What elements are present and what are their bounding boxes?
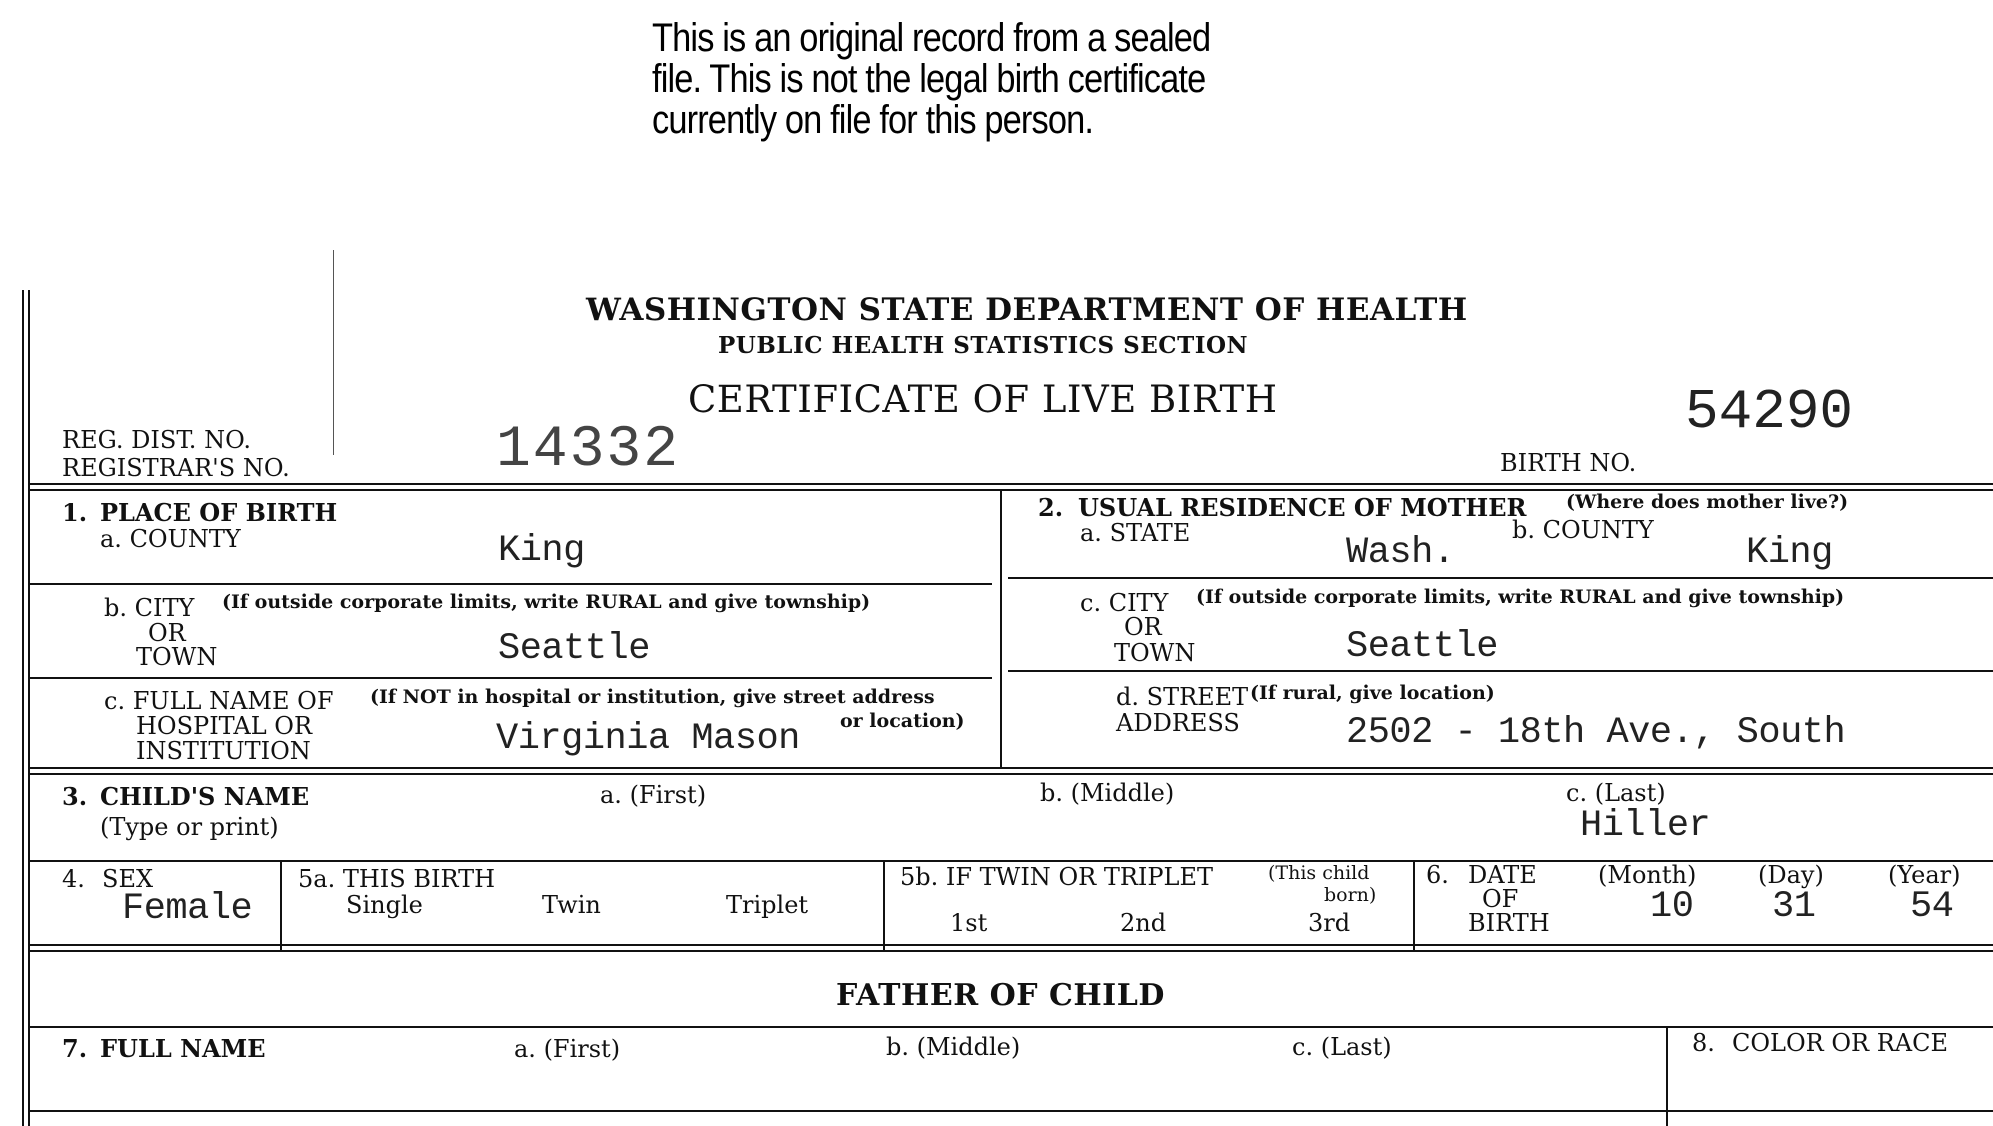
pob-county-value: King [498, 530, 585, 572]
place-of-birth-num: 1. [62, 498, 88, 527]
child-name-num: 3. [62, 782, 88, 811]
residence-city-label: c. CITY [1080, 589, 1169, 617]
sex-divider [280, 862, 282, 950]
dob-day-value: 31 [1772, 886, 1816, 928]
father-race-label: COLOR OR RACE [1732, 1029, 1949, 1057]
child-last-value: Hiller [1580, 805, 1711, 847]
residence-state-rule [1008, 577, 1993, 579]
twin-label: 5b. IF TWIN OR TRIPLET [900, 863, 1213, 891]
twin-note: (This child [1268, 862, 1370, 884]
pob-hospital-value: Virginia Mason [496, 718, 800, 760]
pob-city-value: Seattle [498, 628, 650, 670]
twin-third: 3rd [1308, 909, 1351, 937]
pob-hospital-label-2: HOSPITAL OR [136, 712, 313, 740]
residence-city-rule [1008, 670, 1993, 672]
pob-hospital-label: c. FULL NAME OF [104, 687, 334, 715]
sex-label: SEX [102, 865, 154, 893]
twin-first: 1st [950, 909, 988, 937]
child-name-label: CHILD'S NAME [100, 782, 310, 811]
residence-state-value: Wash. [1346, 532, 1455, 574]
residence-heading: USUAL RESIDENCE OF MOTHER [1078, 493, 1527, 522]
residence-or-label: OR [1124, 613, 1162, 641]
this-birth-triplet: Triplet [726, 891, 809, 919]
residence-town-label: TOWN [1114, 639, 1196, 667]
father-middle-label: b. (Middle) [886, 1033, 1021, 1061]
father-first-label: a. (First) [514, 1035, 621, 1063]
child-top-rule [30, 767, 1993, 769]
child-first-label: a. (First) [600, 781, 707, 809]
pob-town-label: TOWN [136, 643, 218, 671]
dob-month-value: 10 [1650, 886, 1694, 928]
section-title: PUBLIC HEALTH STATISTICS SECTION [718, 332, 1249, 359]
residence-county-value: King [1746, 532, 1833, 574]
twin-second: 2nd [1120, 909, 1167, 937]
birth-no-label: BIRTH NO. [1500, 449, 1637, 477]
form-top-rule [30, 483, 1993, 485]
pob-city-note: (If outside corporate limits, write RURAL and give township) [222, 591, 871, 613]
sex-value: Female [122, 888, 253, 930]
father-last-label: c. (Last) [1292, 1033, 1392, 1061]
this-birth-single: Single [346, 891, 423, 919]
father-heading-rule [30, 1026, 1993, 1028]
row-456-rule-2 [30, 950, 1993, 952]
pob-hospital-note-2: or location) [840, 710, 965, 732]
registrar-number: 14332 [496, 418, 681, 483]
dob-num: 6. [1426, 861, 1449, 889]
residence-street-value: 2502 - 18th Ave., South [1346, 712, 1846, 754]
pob-city-rule [30, 677, 992, 679]
father-heading: FATHER OF CHILD [836, 978, 1165, 1013]
department-title: WASHINGTON STATE DEPARTMENT OF HEALTH [586, 292, 1468, 328]
pob-county-rule [30, 583, 992, 585]
registrar-label: REGISTRAR'S NO. [62, 454, 290, 482]
dob-day-label: (Day) [1758, 861, 1824, 889]
child-top-rule-2 [30, 773, 1993, 775]
pob-hospital-note: (If NOT in hospital or institution, give street address [370, 686, 935, 708]
pob-hospital-label-3: INSTITUTION [136, 737, 311, 765]
residence-address-label: ADDRESS [1116, 709, 1240, 737]
pob-city-label: b. CITY [104, 594, 195, 622]
residence-street-label: d. STREET [1116, 683, 1249, 711]
form-left-border-inner [28, 290, 30, 1126]
child-name-rule [30, 860, 1993, 862]
place-of-birth-heading: PLACE OF BIRTH [100, 498, 338, 527]
header-divider [333, 250, 334, 455]
residence-city-value: Seattle [1346, 626, 1498, 668]
pob-county-label: a. COUNTY [100, 525, 241, 553]
this-birth-twin: Twin [542, 891, 601, 919]
dob-month-label: (Month) [1598, 861, 1697, 889]
dob-year-label: (Year) [1888, 861, 1961, 889]
child-middle-label: b. (Middle) [1040, 779, 1175, 807]
father-name-label: FULL NAME [100, 1034, 266, 1063]
twin-note-2: born) [1324, 884, 1377, 906]
reg-dist-label: REG. DIST. NO. [62, 426, 251, 454]
section-divider [1000, 491, 1002, 769]
dob-year-value: 54 [1910, 886, 1954, 928]
residence-note: (Where does mother live?) [1566, 491, 1849, 513]
pob-or-label: OR [148, 619, 186, 647]
twin-divider [1413, 862, 1415, 950]
sealed-record-notice: This is an original record from a sealed file. This is not the legal birth certificate currently on file for this person. [652, 16, 1211, 142]
dob-label-2: OF [1482, 885, 1519, 913]
dob-label: DATE [1468, 861, 1537, 889]
child-name-sub: (Type or print) [100, 813, 279, 841]
child-last-label: c. (Last) [1566, 779, 1666, 807]
father-name-num: 7. [62, 1034, 88, 1063]
this-birth-divider [883, 862, 885, 950]
this-birth-label: 5a. THIS BIRTH [298, 865, 496, 893]
residence-num: 2. [1038, 493, 1064, 522]
birth-number: 54290 [1685, 380, 1854, 444]
father-race-num: 8. [1692, 1029, 1715, 1057]
residence-state-label: a. STATE [1080, 519, 1191, 547]
form-left-border [22, 290, 24, 1126]
residence-county-label: b. COUNTY [1512, 516, 1654, 544]
certificate-title: CERTIFICATE OF LIVE BIRTH [688, 378, 1278, 421]
residence-city-note: (If outside corporate limits, write RURAL and give township) [1196, 586, 1845, 608]
father-bottom-rule [30, 1110, 1993, 1112]
sex-num: 4. [62, 865, 85, 893]
residence-street-note: (If rural, give location) [1250, 682, 1495, 704]
row-456-rule [30, 944, 1993, 946]
dob-label-3: BIRTH [1468, 909, 1550, 937]
